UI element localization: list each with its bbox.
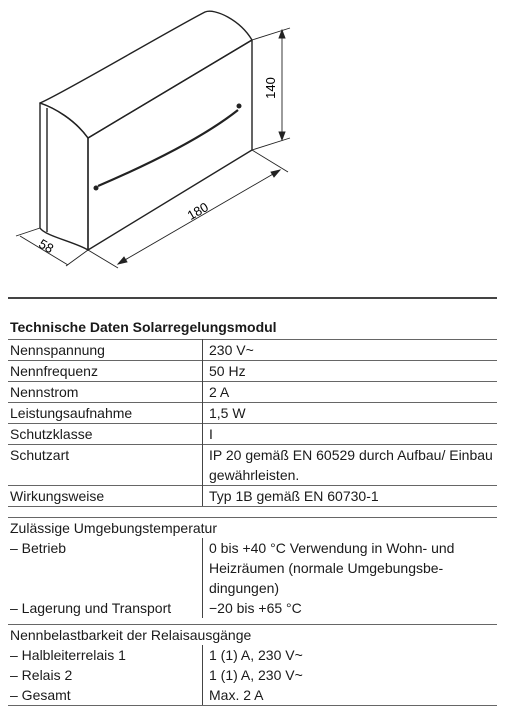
temperature-value: 0 bis +40 °C Verwendung in Wohn- und Heizräumen (normale Umgebungsbe- dingungen) — [209, 540, 455, 596]
temperature-label: – Betrieb — [8, 538, 203, 598]
relay-heading: Nennbelastbarkeit der Relaisausgänge — [10, 627, 252, 643]
spec-value: IP 20 gemäß EN 60529 durch Aufbau/ Einbau gewährleisten. — [203, 445, 498, 486]
spec-value: 230 V~ — [203, 340, 498, 361]
relay-label: – Halbleiterrelais 1 — [8, 645, 203, 665]
spec-value: Typ 1B gemäß EN 60730-1 — [203, 486, 498, 507]
relay-section — [8, 624, 497, 706]
dimension-height: 140 — [263, 77, 278, 99]
spec-label: Nennstrom — [8, 382, 203, 403]
led-left — [94, 186, 99, 191]
spec-value: I — [203, 424, 498, 445]
spec-label: Nennfrequenz — [8, 361, 203, 382]
spec-label: Nennspannung — [8, 340, 203, 361]
relay-value: 1 (1) A, 230 V~ — [209, 667, 303, 683]
spec-value: 2 A — [203, 382, 498, 403]
temperature-value: −20 bis +65 °C — [209, 600, 302, 616]
temperature-heading: Zulässige Umgebungstemperatur — [10, 520, 217, 536]
housing-top-face — [40, 11, 252, 138]
section-separator — [8, 297, 497, 299]
temperature-section — [8, 517, 497, 618]
spec-row — [8, 361, 497, 382]
spec-row — [8, 486, 497, 507]
temperature-label: – Lagerung und Transport — [8, 598, 203, 618]
temperature-row — [8, 598, 497, 618]
relay-value: Max. 2 A — [209, 687, 264, 703]
housing-front-face — [88, 40, 252, 250]
spec-row — [8, 445, 497, 486]
spec-title: Technische Daten Solarregelungsmodul — [10, 319, 277, 335]
spec-label: Schutzklasse — [8, 424, 203, 445]
device-dimension-drawing — [0, 0, 507, 290]
spec-value: 1,5 W — [203, 403, 498, 424]
spec-row — [8, 424, 497, 445]
spec-label: Wirkungsweise — [8, 486, 203, 507]
spec-row — [8, 403, 497, 424]
relay-value: 1 (1) A, 230 V~ — [209, 647, 303, 663]
relay-label: – Relais 2 — [8, 665, 203, 685]
relay-label: – Gesamt — [8, 685, 203, 705]
relay-row — [8, 685, 497, 705]
spec-label: Leistungsaufnahme — [8, 403, 203, 424]
relay-row — [8, 665, 497, 685]
spec-value: 50 Hz — [203, 361, 498, 382]
led-right — [237, 104, 242, 109]
display-slot — [98, 110, 238, 186]
spec-row — [8, 340, 497, 361]
spec-label: Schutzart — [8, 445, 203, 486]
spec-row — [8, 382, 497, 403]
temperature-row — [8, 538, 497, 598]
relay-row — [8, 645, 497, 665]
spec-table — [8, 339, 497, 507]
dimension-depth: 58 — [36, 235, 57, 257]
dimension-length: 180 — [184, 199, 211, 224]
